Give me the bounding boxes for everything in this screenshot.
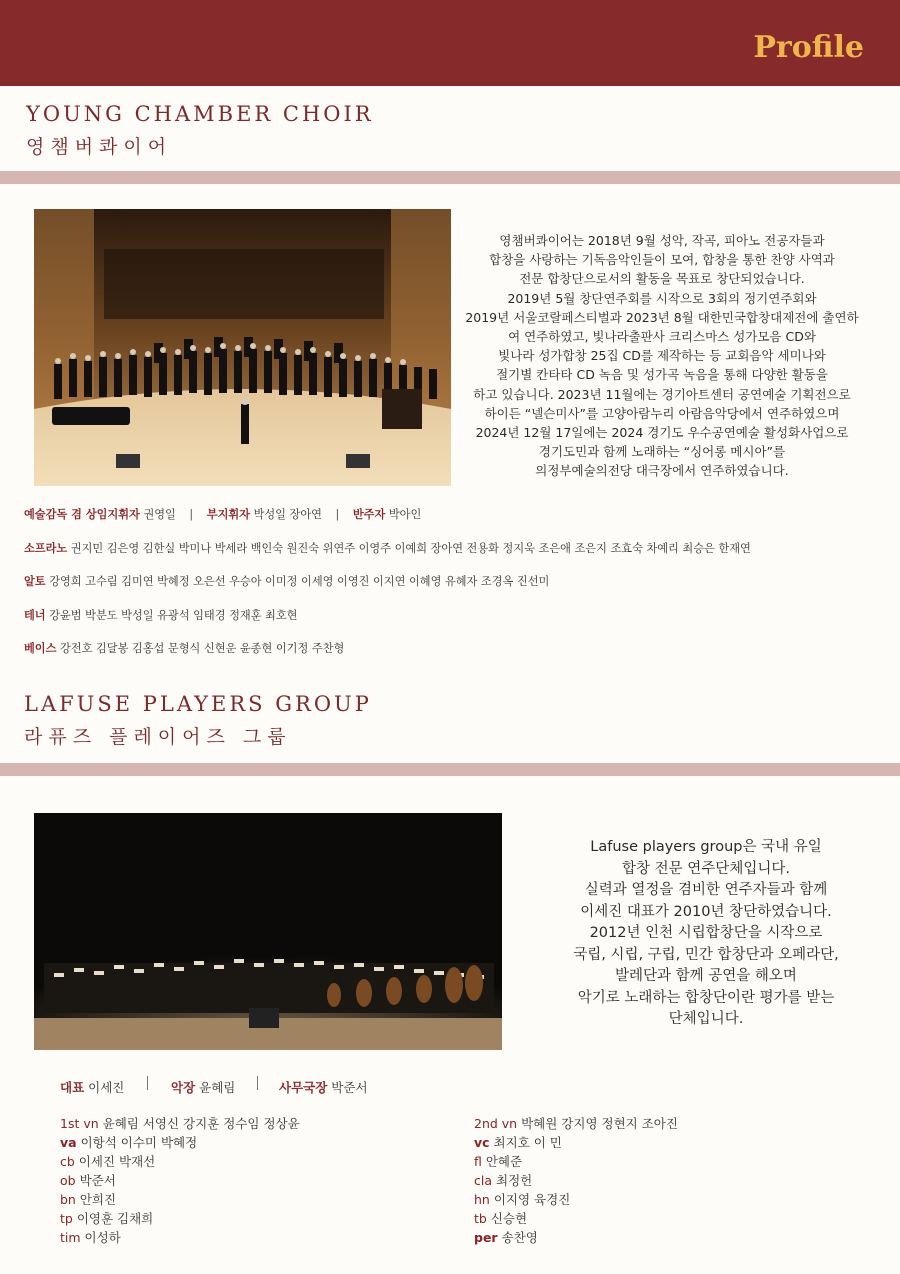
players-desc-line: 국립, 시립, 구립, 민간 합창단과 오페라단, (573, 946, 839, 963)
member-names: 박혜원 강지영 정현지 조아진 (521, 1116, 678, 1131)
players-desc-line: 발레단과 함께 공연을 해오며 (615, 968, 797, 984)
lead-role: 악장 (171, 1080, 196, 1095)
choir-desc-line: 전문 합창단으로서의 활동을 목표로 창단되었습니다. (519, 271, 805, 287)
instrument: fl (474, 1154, 482, 1169)
part-role: 소프라노 (24, 542, 68, 555)
member-names: 윤혜림 서영신 강지훈 정수임 정상윤 (102, 1116, 300, 1131)
choir-title-en: YOUNG CHAMBER CHOIR (26, 102, 374, 126)
instrument: per (474, 1230, 498, 1245)
players-desc-line: 악기로 노래하는 합창단이란 평가를 받는 (577, 989, 835, 1006)
instrument: va (60, 1135, 77, 1150)
staff-names: 박성일 장아연 (253, 508, 322, 521)
lead-director (60, 1078, 124, 1096)
instrument: tp (60, 1211, 73, 1226)
choir-desc-line: 2019년 서울코랄페스티벌과 2023년 8월 대한민국합창대제전에 출연하 (465, 309, 859, 325)
section-divider (0, 171, 900, 184)
players-desc-line: 실력과 열정을 겸비한 연주자들과 함께 (584, 882, 828, 898)
member-row (474, 1209, 678, 1228)
instrument: 1st vn (60, 1116, 99, 1131)
part-names: 강전호 김달봉 김홍섭 문형식 신현운 윤종현 이기정 주찬형 (59, 642, 345, 655)
orchestra-photo (34, 813, 502, 1050)
lead-concertmaster (171, 1078, 235, 1096)
part-soprano (24, 540, 751, 556)
page-title: Profile (753, 30, 864, 65)
member-names: 이세진 박재선 (78, 1154, 156, 1169)
part-role: 테너 (24, 609, 46, 622)
staff-names: 박아인 (388, 508, 422, 521)
players-desc-line: 합창 전문 연주단체입니다. (622, 860, 790, 877)
member-names: 안희진 (79, 1192, 117, 1207)
lead-names: 이세진 (88, 1080, 125, 1095)
member-row (474, 1152, 678, 1171)
choir-staff (24, 506, 421, 522)
member-row (60, 1190, 300, 1209)
staff-names: 권영일 (143, 508, 176, 521)
choir-desc-line: 빛나라 성가합창 25집 CD를 제작하는 등 교회음악 세미나와 (498, 348, 826, 364)
part-names: 강윤범 박분도 박성일 유광석 임태경 정재훈 최호현 (49, 609, 298, 622)
lead-role: 대표 (60, 1080, 85, 1095)
instrument: tb (474, 1211, 487, 1226)
lead-names: 박준서 (331, 1080, 368, 1095)
choir-desc-line: 하고 있습니다. 2023년 11월에는 경기아트센터 공연예술 기획전으로 (473, 386, 851, 402)
players-title-ko: 라퓨즈 플레이어즈 그룹 (24, 726, 292, 748)
part-tenor (24, 607, 297, 623)
instrument: cb (60, 1154, 75, 1169)
choir-title-ko: 영챔버콰이어 (26, 136, 173, 158)
instrument: bn (60, 1192, 76, 1207)
lead-role: 사무국장 (279, 1080, 328, 1095)
choir-desc-line: 하이든 “넬슨미사”를 고양아람누리 아람음악당에서 연주하였으며 (484, 405, 840, 421)
member-row (60, 1209, 300, 1228)
member-row (474, 1190, 678, 1209)
separator (257, 1076, 258, 1090)
member-names: 이성하 (84, 1230, 121, 1245)
part-alto (24, 573, 549, 589)
member-names: 송찬영 (501, 1230, 538, 1245)
members-right (474, 1114, 678, 1247)
choir-desc-line: 여 연주하였고, 빛나라출판사 크리스마스 성가모음 CD와 (508, 329, 816, 345)
choir-desc-line: 2024년 12월 17일에는 2024 경기도 우수공연예술 활성화사업으로 (475, 425, 849, 441)
instrument: 2nd vn (474, 1116, 518, 1131)
players-desc-line: 단체입니다. (668, 1011, 744, 1027)
part-role: 베이스 (24, 642, 57, 655)
member-names: 박준서 (79, 1173, 116, 1188)
member-names: 신승현 (490, 1211, 528, 1226)
part-names: 강영희 고수림 김미연 박혜정 오은선 우승아 이미정 이세영 이영진 이지연 이혜영 유혜자 조경옥 진선미 (49, 575, 550, 588)
member-row (60, 1114, 300, 1133)
players-desc-line: 이세진 대표가 2010년 창단하였습니다. (580, 903, 832, 920)
member-row (474, 1133, 678, 1152)
choir-desc-line: 합창을 사랑하는 기독음악인들이 모여, 합창을 통한 찬양 사역과 (489, 252, 835, 268)
staff-role: 예술감독 겸 상임지휘자 (24, 508, 140, 521)
separator (147, 1076, 148, 1090)
choir-photo (34, 209, 451, 486)
instrument: hn (474, 1192, 490, 1207)
members-left (60, 1114, 300, 1247)
part-names: 권지민 김은영 김한실 박미나 박세라 백인숙 원진숙 위연주 이영주 이예희 장아연 전용화 정지욱 조은애 조은지 조효숙 차예리 최승은 한재연 (70, 542, 751, 555)
member-row (60, 1152, 300, 1171)
member-row (474, 1171, 678, 1190)
header-bar (0, 0, 900, 86)
member-names: 이영훈 김채희 (76, 1211, 154, 1226)
lead-names: 윤혜림 (199, 1080, 236, 1095)
staff-role: 부지휘자 (206, 508, 250, 521)
instrument: cla (474, 1173, 493, 1188)
lead-secretary (279, 1078, 368, 1096)
section-divider (0, 763, 900, 776)
member-row (474, 1114, 678, 1133)
players-desc-line: 2012년 인천 시립합창단을 시작으로 (589, 925, 823, 941)
part-role: 알토 (24, 575, 46, 588)
staff-role: 반주자 (352, 508, 386, 521)
member-names: 최지호 이 민 (493, 1135, 562, 1150)
players-description (540, 837, 872, 1031)
member-row (474, 1228, 678, 1247)
choir-description (460, 231, 864, 481)
choir-desc-line: 의정부예술의전당 대극장에서 연주하였습니다. (535, 463, 789, 479)
member-row (60, 1171, 300, 1190)
instrument: vc (474, 1135, 490, 1150)
choir-desc-line: 2019년 5월 창단연주회를 시작으로 3회의 정기연주회와 (507, 290, 817, 306)
member-names: 이항석 이수미 박혜정 (80, 1135, 198, 1150)
players-desc-line: Lafuse players group은 국내 유일 (590, 839, 822, 855)
instrument: ob (60, 1173, 76, 1188)
choir-desc-line: 절기별 칸타타 CD 녹음 및 성가곡 녹음을 통해 다양한 활동을 (496, 367, 828, 383)
member-names: 안혜준 (485, 1154, 523, 1169)
instrument: tim (60, 1230, 81, 1245)
choir-desc-line: 경기도민과 함께 노래하는 “싱어롱 메시아”를 (538, 444, 786, 460)
players-title-en: LAFUSE PLAYERS GROUP (24, 692, 372, 716)
member-row (60, 1133, 300, 1152)
member-names: 이지영 육경진 (493, 1192, 571, 1207)
member-names: 최정헌 (496, 1173, 533, 1188)
part-bass (24, 640, 344, 656)
separator: | (189, 508, 194, 521)
member-row (60, 1228, 300, 1247)
separator: | (335, 508, 340, 521)
choir-desc-line: 영챔버콰이어는 2018년 9월 성악, 작곡, 피아노 전공자들과 (499, 233, 825, 248)
